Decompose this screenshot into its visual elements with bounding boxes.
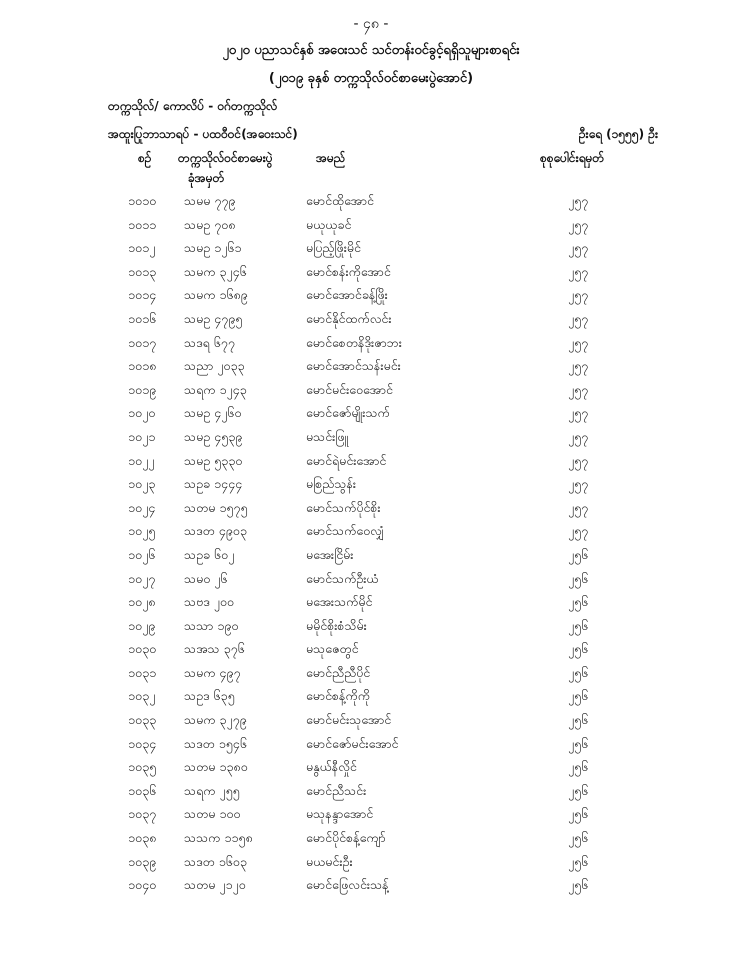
table-row [0,382,742,406]
column-header-name: အမည် [316,151,346,165]
total-marks: ၂၅၆ [568,617,589,633]
student-name: မောင်ထိုအောင် [306,193,374,208]
table-row [0,688,742,712]
table-row [0,806,742,830]
row-number: ၁၀၂၄ [128,499,156,515]
student-name: မပြည့်ဖြိုးမိုင် [306,240,361,256]
total-marks: ၂၅၇ [568,358,589,374]
row-number: ၁၀၃၅ [128,759,157,775]
column-header-roll-line2: ခုံအမှတ် [188,171,225,185]
student-list [0,193,742,901]
total-marks: ၂၅၇ [568,216,589,232]
roll-number: သဒရ ၆၇၇ [184,334,235,350]
row-number: ၁၀၁၉ [128,381,157,397]
total-marks: ၂၅၇ [568,476,589,492]
row-number: ၁၀၁၄ [128,287,157,303]
row-number: ၁၀၁၁ [128,216,157,232]
list-title: ၂၀၂၀ ပညာသင်နှစ် အဝေးသင် သင်တန်းဝင်ခွင့်ရရှိသူများစာရင်း [222,43,520,58]
student-name: မယုယုခင် [306,216,352,232]
total-marks: ၂၅၆ [568,570,589,586]
roll-number: သတမ ၂၁၂၀ [184,877,246,893]
row-number: ၁၀၁၆ [128,310,157,326]
table-row [0,854,742,878]
table-row [0,618,742,642]
column-header-roll: တက္ကသိုလ်ဝင်စာမေးပွဲ [178,151,273,165]
roll-number: သဥခ ၆၀၂ [184,546,235,562]
total-marks: ၂၅၇ [568,499,589,515]
student-name: မောင်ညီသင်း [306,782,367,798]
table-row [0,594,742,618]
roll-number: သရက ၂၅၅ [184,782,240,798]
student-name: မောင်သက်ဝေလျှံ [306,523,385,539]
roll-number: သတမ ၁၀၀ [184,806,241,822]
page-number: - ၄၈ - [353,16,389,32]
row-number: ၁၀၂၉ [128,617,156,633]
roll-number: သမဝ ၂၆ [184,570,228,586]
student-name: မောင်ဇော်မျိုးသက် [306,405,390,421]
table-row [0,830,742,854]
roll-number: သဒတ ၁၅၄၆ [184,735,247,751]
total-marks: ၂၅၇ [568,381,589,397]
total-marks: ၂၅၇ [568,310,589,326]
table-row [0,571,742,595]
row-number: ၁၀၂၅ [128,523,156,539]
roll-number: သဗဒ ၂၀၀ [184,594,234,610]
row-number: ၁၀၃၆ [128,782,157,798]
total-marks: ၂၅၇ [568,334,589,350]
total-marks: ၂၅၇ [568,240,589,256]
total-marks: ၂၅၆ [568,594,589,610]
table-row [0,264,742,288]
total-marks: ၂၅၆ [568,664,589,680]
total-marks: ၂၅၇ [568,523,589,539]
row-number: ၁၀၃၇ [128,806,157,822]
table-row [0,641,742,665]
row-number: ၁၀၁၀ [128,193,157,208]
student-name: မသုဇေတွင် [306,641,359,657]
row-number: ၁၀၄၀ [128,877,157,893]
total-marks: ၂၅၆ [568,782,589,798]
student-name: မောင်ပိုင်စန့်ကျော် [306,830,386,846]
student-name: မအေးငြိမ်း [306,546,354,562]
student-name: မောင်မင်းသုအောင် [306,712,392,728]
student-name: မယမင်းဦး [306,853,353,869]
row-number: ၁၀၃၁ [128,664,157,680]
table-row [0,287,742,311]
student-name: မမိုင်စိုးစံသိမ်း [306,617,367,633]
student-name: မစြည်သွန်း [306,476,357,492]
total-marks: ၂၅၆ [568,853,589,869]
total-marks: ၂၅၇ [568,405,589,421]
row-number: ၁၀၂၂ [128,452,155,468]
table-row [0,736,742,760]
student-name: မအေးသက်မိုင် [306,594,373,610]
roll-number: သဥဒ ၆၃၅ [184,688,235,704]
roll-number: သဥခ ၁၄၄၄ [184,476,243,492]
table-row [0,405,742,429]
total-marks: ၂၅၆ [568,688,589,704]
university-line: တက္ကသိုလ်/ ကောလိပ် - ဝဂ်တက္ကသိုလ် [108,99,278,113]
roll-number: သတမ ၁၃၈၀ [184,759,248,775]
table-row [0,759,742,783]
row-number: ၁၀၂၀ [128,405,156,421]
roll-number: သညာ ၂၀၃၃ [184,358,245,374]
roll-number: သရက ၁၂၄၃ [184,381,247,397]
row-number: ၁၀၃၄ [128,735,157,751]
table-row [0,476,742,500]
student-name: မောင်ဇော်မင်းအောင် [306,735,399,751]
roll-number: သမဥ ၅၃၃၀ [184,452,243,468]
total-marks: ၂၅၆ [568,830,589,846]
student-name: မောင်သက်ပိုင်စိုး [306,499,381,515]
student-name: မောင်အောင်သန်းမင်း [306,358,401,374]
row-number: ၁၀၁၇ [128,334,157,350]
total-marks: ၂၅၆ [568,641,589,657]
total-marks: ၂၅၆ [568,759,589,775]
total-marks: ၂၅၇ [568,263,589,279]
student-name: မောင်မင်းဝေအောင် [306,381,393,397]
roll-number: သမဥ ၄၂၆၀ [184,405,242,421]
student-name: မသင်းဖြူ [306,428,349,444]
student-name: မောင်ရဲမင်းအောင် [306,452,387,468]
table-row [0,311,742,335]
total-marks: ၂၅၇ [568,452,589,468]
student-name: မောင်ညီညီပိုင် [306,664,371,680]
roll-number: သမဥ ၄၇၉၅ [184,310,243,326]
subject-line: အထူးပြုဘာသာရပ် - ပထဝီဝင်(အဝေးသင်) [108,127,298,141]
row-number: ၁၀၁၈ [128,358,157,374]
student-name: မောင်သက်ဦးယံ [306,570,379,586]
table-row [0,523,742,547]
roll-number: သမက ၄၉၇ [184,664,241,680]
student-name: မနွယ်နီလှိုင် [306,759,357,775]
student-name: မောင်ဖြေလင်းသန့် [306,877,389,893]
roll-number: သမဥ ၄၅၃၉ [184,428,243,444]
table-row [0,783,742,807]
table-row [0,358,742,382]
total-marks: ၂၅၆ [568,806,589,822]
student-name: မောင်စန်းကိုအောင် [306,263,391,279]
total-marks: ၂၅၆ [568,712,589,728]
row-number: ၁၀၃၃ [128,712,157,728]
roll-number: သဒတ ၄၉၀၃ [184,523,247,539]
row-number: ၁၀၁၂ [128,240,156,256]
table-row [0,547,742,571]
roll-number: သမဥ ၇၀၈ [184,216,236,232]
table-row [0,193,742,217]
total-marks: ၂၅၆ [568,877,589,893]
roll-number: သသက ၁၁၅၈ [184,830,253,846]
roll-number: သသာ ၁၉၀ [184,617,239,633]
student-name: မောင်စန့်ကိုကို [306,688,370,704]
student-name: မသုနန္ဒာအောင် [306,806,374,822]
row-number: ၁၀၂၆ [128,546,156,562]
roll-number: သမဥ ၁၂၆၁ [184,240,242,256]
row-number: ၁၀၂၇ [128,570,156,586]
table-row [0,877,742,901]
total-marks: ၂၅၇ [568,193,589,208]
roll-number: သတမ ၁၅၇၅ [184,499,248,515]
roll-number: သမက ၃၂၄၆ [184,263,247,279]
table-row [0,712,742,736]
student-name: မောင်စေတနိဒိုးဇာဘး [306,334,402,350]
total-marks: ၂၅၇ [568,287,589,303]
column-header-no: စဉ် [138,151,152,165]
row-number: ၁၀၃၂ [128,688,156,704]
row-number: ၁၀၂၈ [128,594,156,610]
table-row [0,217,742,241]
table-row [0,429,742,453]
student-name: မောင်အောင်ခန့်ဖြိုး [306,287,388,303]
total-marks: ၂၅၆ [568,546,589,562]
row-number: ၁၀၃၈ [128,830,157,846]
table-row [0,240,742,264]
roll-number: သမက ၃၂၇၉ [184,712,247,728]
roll-number: သမမ ၇၇၉ [184,193,236,208]
table-row [0,500,742,524]
total-marks: ၂၅၆ [568,735,589,751]
row-number: ၁၀၃၀ [128,641,157,657]
student-name: မောင်နိုင်ထက်လင်း [306,310,392,326]
table-row [0,453,742,477]
table-row [0,335,742,359]
total-marks: ၂၅၇ [568,428,589,444]
total-count: ဦးရေ (၁၅၅၅) ဦး [578,127,658,141]
row-number: ၁၀၂၃ [128,476,156,492]
roll-number: သမက ၁၆၈၉ [184,287,248,303]
roll-number: သအသ ၃၇၆ [184,641,245,657]
column-header-marks: စုစုပေါင်းရမှတ် [540,151,605,165]
row-number: ၁၀၁၃ [128,263,157,279]
row-number: ၁၀၃၉ [128,853,157,869]
roll-number: သဒတ ၁၆၀၃ [184,853,247,869]
table-row [0,665,742,689]
row-number: ၁၀၂၁ [128,428,156,444]
list-subtitle: (၂၀၁၉ ခုနှစ် တက္ကသိုလ်ဝင်စာမေးပွဲအောင်) [268,71,474,86]
